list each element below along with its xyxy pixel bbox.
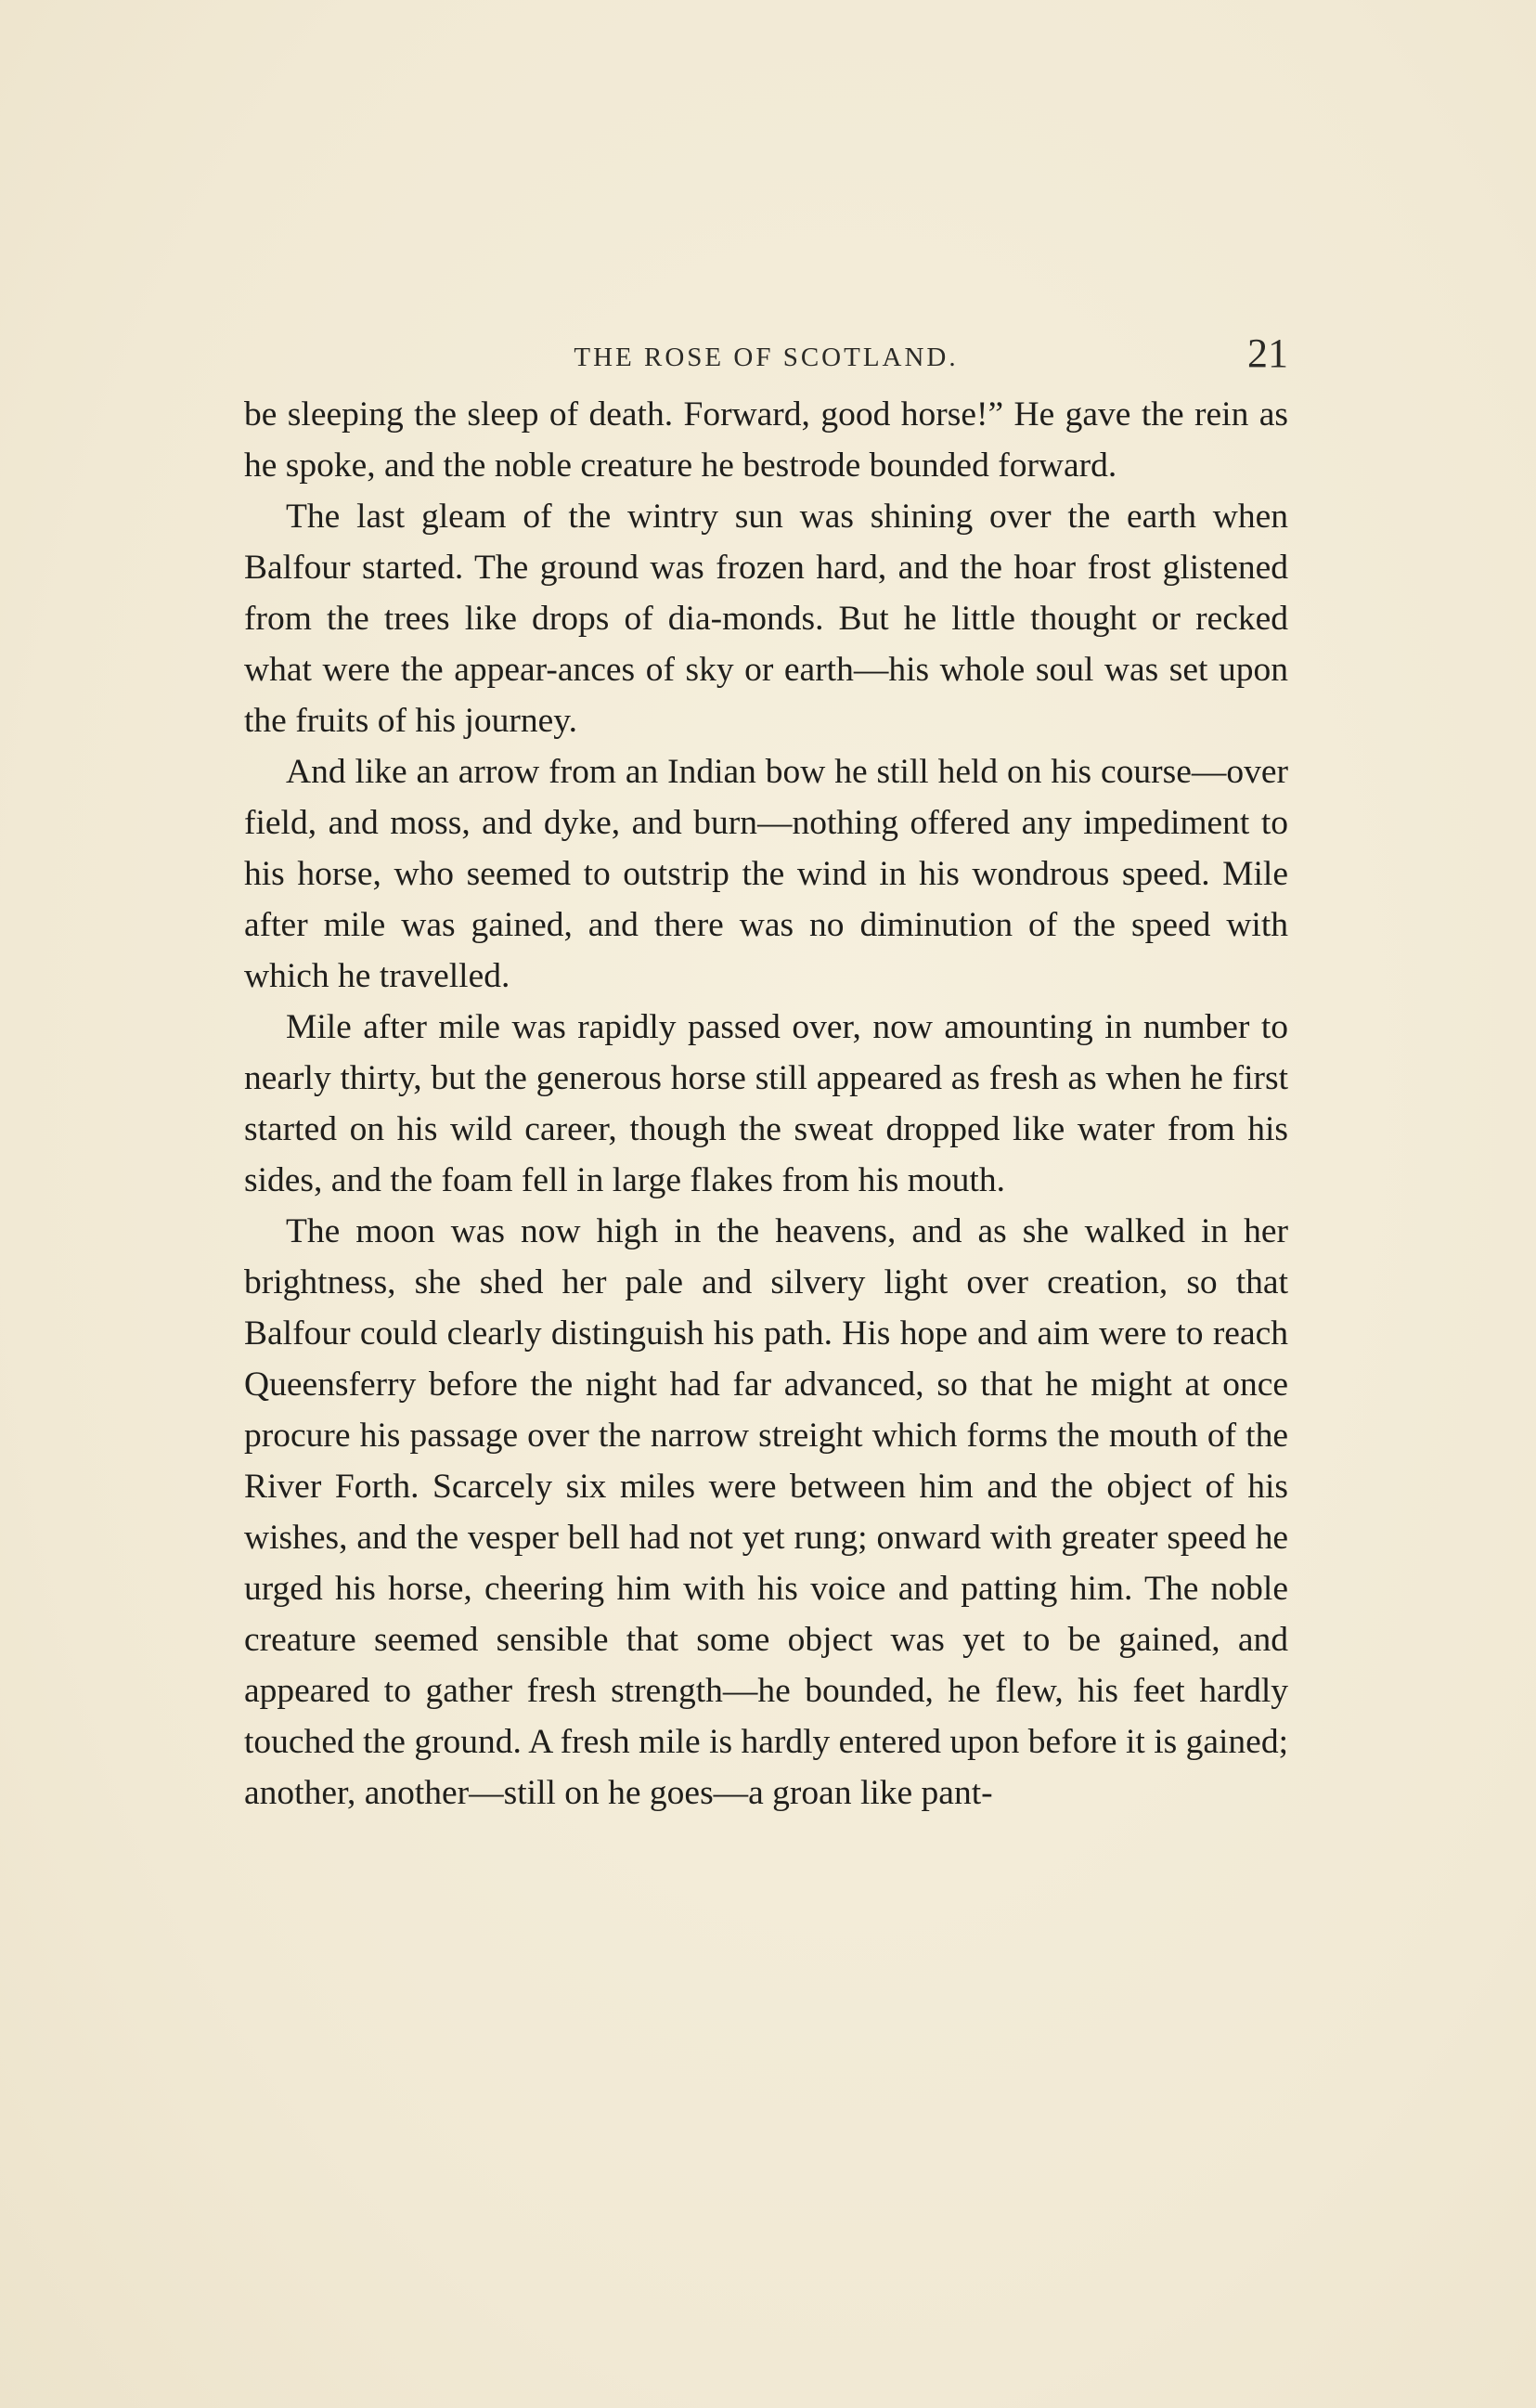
body-text xyxy=(244,389,1288,1819)
page-number: 21 xyxy=(1247,330,1288,376)
running-title: THE ROSE OF SCOTLAND. xyxy=(574,343,959,372)
paragraph-2: The last gleam of the wintry sun was shining over the earth when Balfour started. The ground was frozen hard, and the hoar frost glistened from the trees like drops of dia-monds. But he little thought or recked what were the appear-ances of sky or earth—his whole soul was set upon the fruits of his journey. xyxy=(244,498,1288,740)
paragraph-4: Mile after mile was rapidly passed over, now amounting in number to nearly thirty, but the generous horse still appeared as fresh as when he first started on his wild career, though the sweat dropped like water from his sides, and the foam fell in large flakes from his mouth. xyxy=(244,1008,1288,1199)
paragraph-3: And like an arrow from an Indian bow he still held on his course—over field, and moss, and dyke, and burn—nothing offered any impediment to his horse, who seemed to outstrip the wind in his wondrous speed. Mile after mile was gained, and there was no diminution of the speed with which he travelled. xyxy=(244,753,1288,995)
paragraph-1: be sleeping the sleep of death. Forward, good horse!” He gave the rein as he spoke, and the noble creature he bestrode bounded forward. xyxy=(244,395,1288,485)
running-head xyxy=(244,330,1288,385)
paragraph-5: The moon was now high in the heavens, and as she walked in her brightness, she shed her pale and silvery light over creation, so that Balfour could clearly distinguish his path. His hope and aim were to reach Queensferry before the night had far advanced, so that he might at once procure his passage over the narrow streight which forms the mouth of the River Forth. Scarcely six miles were between him and the object of his wishes, and the vesper bell had not yet rung; onward with greater speed he urged his horse, cheering him with his voice and patting him. The noble creature seemed sensible that some object was yet to be gained, and appeared to gather fresh strength—he bounded, he flew, his feet hardly touched the ground. A fresh mile is hardly entered upon before it is gained; another, another—still on he goes—a groan like pant- xyxy=(244,1212,1288,1812)
